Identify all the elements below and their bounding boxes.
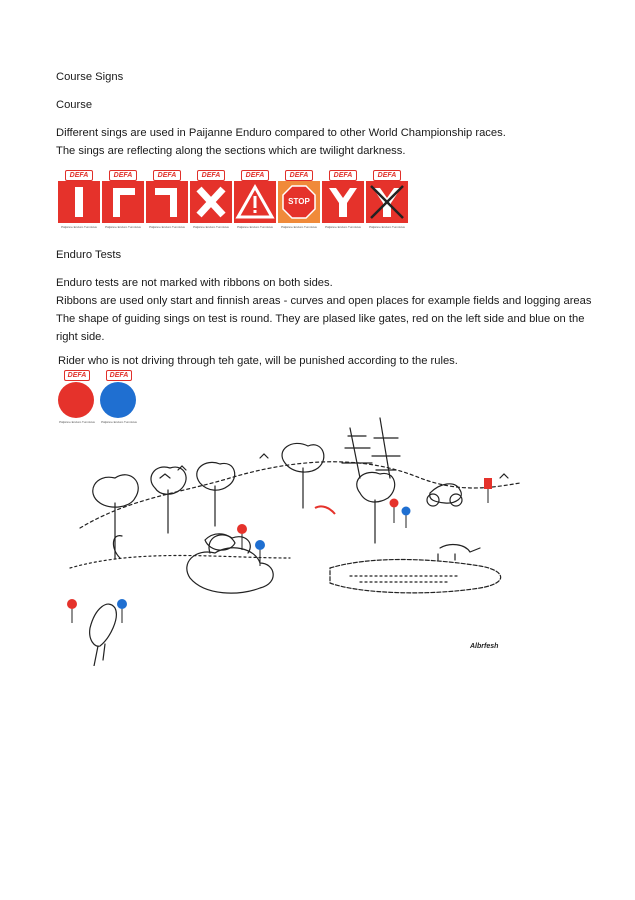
gate-sign-blue: DEFA Päijänne Enduro Tunnistus — [101, 372, 137, 424]
heading-course: Course — [56, 99, 93, 111]
course-sign: DEFA Päijänne Enduro Tunnistus — [322, 168, 364, 230]
tests-paragraph-line-1: Enduro tests are not marked with ribbons on both sides. — [56, 277, 333, 289]
gate-rule-text: Rider who is not driving through teh gate, will be punished according to the rules. — [58, 355, 458, 367]
course-sign: DEFA Päijänne Enduro Tunnistus — [146, 168, 188, 230]
defa-logo: DEFA — [65, 170, 93, 181]
tests-paragraph-line-4: right side. — [56, 331, 105, 343]
vertical-bar-icon — [58, 181, 100, 223]
defa-logo: DEFA — [106, 370, 132, 381]
course-sign: DEFA Päijänne Enduro Tunnistus — [190, 168, 232, 230]
heading-enduro-tests: Enduro Tests — [56, 249, 122, 261]
turn-left-corner-icon — [102, 181, 144, 223]
cross-x-icon — [190, 181, 232, 223]
defa-logo: DEFA — [373, 170, 401, 181]
course-sign: DEFA Päijänne Enduro Tunnistus — [234, 168, 276, 230]
course-sign: DEFA Päijänne Enduro Tunnistus — [58, 168, 100, 230]
course-paragraph-line-1: Different sings are used in Paijanne Enduro compared to other World Championship races. — [56, 127, 506, 139]
defa-logo: DEFA — [153, 170, 181, 181]
warning-triangle-icon — [234, 181, 276, 223]
course-sign: DEFA Päijänne Enduro Tunnistus — [102, 168, 144, 230]
course-sign: DEFA Päijänne Enduro Tunnistus — [366, 168, 408, 230]
defa-logo: DEFA — [197, 170, 225, 181]
stop-sign-text: STOP — [288, 197, 310, 206]
course-sign: DEFA STOP Päijänne Enduro Tunnistus — [278, 168, 320, 230]
artist-signature: Albrfesh — [470, 643, 499, 650]
defa-logo: DEFA — [241, 170, 269, 181]
course-paragraph-line-2: The sings are reflecting along the sections which are twilight darkness. — [56, 145, 406, 157]
defa-logo: DEFA — [109, 170, 137, 181]
tests-paragraph-line-3: The shape of guiding sings on test is round. They are plased like gates, red on the left side and blue on the — [56, 313, 585, 325]
turn-right-corner-icon — [146, 181, 188, 223]
tests-paragraph-line-2: Ribbons are used only start and finnish areas - curves and open places for example fields and logging areas — [56, 295, 592, 307]
enduro-course-sketch — [60, 408, 530, 666]
crossed-out-icon — [366, 181, 408, 223]
gate-sign-red: DEFA Päijänne Enduro Tunnistus — [59, 372, 95, 424]
defa-logo: DEFA — [64, 370, 90, 381]
defa-logo: DEFA — [329, 170, 357, 181]
fork-y-icon — [322, 181, 364, 223]
course-signs-row — [58, 168, 408, 230]
heading-course-signs: Course Signs — [56, 71, 124, 83]
defa-logo: DEFA — [285, 170, 313, 181]
